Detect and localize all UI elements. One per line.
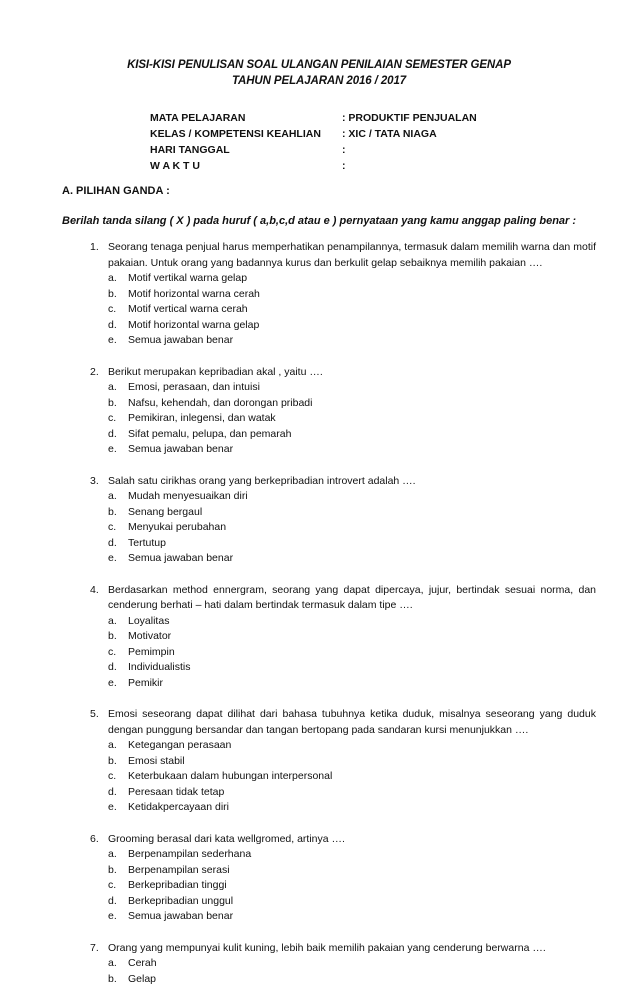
option-text: Mudah menyesuaikan diri (128, 490, 248, 502)
answer-option (108, 551, 596, 567)
question-text: Salah satu cirikhas orang yang berkepribadian introvert adalah …. (108, 474, 416, 487)
option-letter: b. (108, 630, 117, 642)
question-item (90, 240, 596, 349)
answer-option (108, 287, 596, 303)
option-letter: b. (108, 972, 117, 985)
meta-label: W A K T U (150, 160, 200, 172)
document-subtitle: TAHUN PELAJARAN 2016 / 2017 (231, 75, 407, 87)
option-text: Keterbukaan dalam hubungan interpersonal (128, 770, 333, 782)
option-text: Ketegangan perasaan (128, 739, 232, 751)
option-letter: e. (108, 443, 117, 455)
option-text: Semua jawaban benar (128, 910, 234, 922)
option-letter: b. (108, 287, 117, 300)
option-text: Semua jawaban benar (128, 334, 234, 346)
option-letter: b. (108, 863, 117, 876)
answer-option (108, 333, 596, 349)
question-number: 2. (90, 365, 99, 378)
option-text: Pemikiran, inlegensi, dan watak (128, 412, 276, 424)
answer-option (108, 302, 596, 318)
answer-options (108, 738, 596, 816)
option-text: Motif vertical warna cerah (128, 303, 248, 315)
option-letter: c. (108, 645, 117, 658)
option-letter: a. (108, 490, 117, 502)
option-letter: c. (108, 303, 117, 315)
meta-label: MATA PELAJARAN (150, 112, 246, 124)
option-letter: e. (108, 910, 117, 922)
option-text: Nafsu, kehendah, dan dorongan pribadi (128, 396, 313, 409)
meta-row-subject (150, 111, 590, 126)
question-text: Emosi seseorang dapat dilihat dari bahasa tubuhnya ketika duduk, misalnya seseorang yang duduk dengan punggung bersandar dan tangan bertopang pada sandaran kursi menunjukkan …. (108, 708, 596, 736)
answer-option (108, 427, 596, 443)
question-item (90, 707, 596, 816)
option-letter: a. (108, 272, 117, 284)
question-text: Grooming berasal dari kata wellgromed, artinya …. (108, 832, 345, 845)
option-letter: a. (108, 957, 117, 969)
option-letter: d. (108, 894, 117, 907)
question-number: 5. (90, 708, 99, 720)
option-letter: d. (108, 785, 117, 798)
option-text: Semua jawaban benar (128, 552, 234, 564)
answer-option (108, 318, 596, 334)
option-text: Peresaan tidak tetap (128, 785, 225, 798)
answer-option (108, 800, 596, 816)
answer-options (108, 489, 596, 567)
instruction-text: Berilah tanda silang ( X ) pada huruf ( a,b,c,d atau e ) pernyataan yang kamu anggap paling benar : (62, 215, 577, 227)
option-text: Tertutup (128, 536, 166, 549)
option-text: Menyukai perubahan (128, 521, 227, 533)
option-text: Sifat pemalu, pelupa, dan pemarah (128, 427, 292, 440)
option-text: Cerah (128, 957, 157, 969)
question-text: Berdasarkan method ennergram, seorang yang dapat dipercaya, jujur, bertindak sesuai norma, dan cenderung berhati – hati dalam bertindak termasuk dalam tipe …. (108, 583, 596, 611)
option-letter: e. (108, 801, 117, 813)
option-letter: d. (108, 661, 117, 673)
question-number: 4. (90, 583, 99, 596)
option-text: Emosi stabil (128, 754, 185, 767)
option-letter: b. (108, 505, 117, 518)
meta-value: : (342, 144, 346, 156)
answer-option (108, 380, 596, 396)
answer-option (108, 785, 596, 801)
meta-label: KELAS / KOMPETENSI KEAHLIAN (150, 128, 321, 140)
question-number: 6. (90, 832, 99, 845)
answer-option (108, 396, 596, 412)
question-item (90, 941, 596, 988)
option-text: Berkepribadian tinggi (128, 879, 227, 891)
answer-option (108, 271, 596, 287)
option-letter: e. (108, 552, 117, 564)
option-text: Motivator (128, 630, 172, 642)
answer-option (108, 956, 596, 972)
answer-option (108, 614, 596, 630)
option-text: Berpenampilan sederhana (128, 848, 252, 860)
answer-options (108, 847, 596, 925)
question-number: 3. (90, 474, 99, 487)
answer-options (108, 380, 596, 458)
section-heading: A. PILIHAN GANDA : (62, 185, 170, 197)
meta-label: HARI TANGGAL (150, 144, 230, 156)
answer-option (108, 505, 596, 521)
meta-value: : PRODUKTIF PENJUALAN (342, 112, 477, 124)
answer-option (108, 676, 596, 692)
meta-row-time (150, 159, 590, 174)
option-letter: d. (108, 427, 117, 440)
option-text: Senang bergaul (128, 505, 203, 518)
question-text: Seorang tenaga penjual harus memperhatikan penampilannya, termasuk dalam memilih warna dan motif pakaian. Untuk orang yang badannya kurus dan berkulit gelap sebaiknya memilih pakaian …. (108, 241, 596, 269)
answer-option (108, 645, 596, 661)
option-text: Semua jawaban benar (128, 443, 234, 455)
option-text: Gelap (128, 972, 157, 985)
meta-row-class (150, 127, 590, 142)
option-letter: a. (108, 381, 117, 393)
option-text: Emosi, perasaan, dan intuisi (128, 381, 260, 393)
question-number: 1. (90, 241, 99, 253)
answer-options (108, 956, 596, 987)
answer-option (108, 411, 596, 427)
answer-option (108, 629, 596, 645)
question-item (90, 474, 596, 567)
answer-option (108, 489, 596, 505)
answer-option (108, 769, 596, 785)
option-letter: d. (108, 536, 117, 549)
option-letter: c. (108, 412, 117, 424)
option-letter: a. (108, 614, 117, 627)
option-text: Motif vertikal warna gelap (128, 272, 248, 284)
option-text: Pemikir (128, 676, 164, 689)
document-title: KISI-KISI PENULISAN SOAL ULANGAN PENILAIAN SEMESTER GENAP (127, 59, 511, 71)
question-number: 7. (90, 941, 99, 954)
option-text: Berkepribadian unggul (128, 894, 234, 907)
option-text: Individualistis (128, 661, 191, 673)
meta-value: : (342, 160, 346, 172)
answer-option (108, 754, 596, 770)
option-text: Ketidakpercayaan diri (128, 801, 229, 813)
answer-option (108, 442, 596, 458)
option-letter: e. (108, 334, 117, 346)
option-letter: c. (108, 521, 117, 533)
option-text: Pemimpin (128, 645, 175, 658)
option-letter: e. (108, 676, 117, 689)
meta-row-date (150, 143, 590, 158)
option-text: Motif horizontal warna cerah (128, 287, 260, 300)
question-text: Berikut merupakan kepribadian akal , yaitu …. (108, 365, 323, 378)
option-text: Motif horizontal warna gelap (128, 318, 260, 331)
answer-option (108, 536, 596, 552)
option-letter: b. (108, 396, 117, 409)
question-text: Orang yang mempunyai kulit kuning, lebih baik memilih pakaian yang cenderung berwarna …. (108, 941, 546, 954)
question-item (90, 832, 596, 925)
answer-option (108, 972, 596, 988)
option-letter: d. (108, 318, 117, 331)
answer-option (108, 738, 596, 754)
answer-option (108, 847, 596, 863)
question-list (90, 240, 596, 1003)
answer-options (108, 271, 596, 349)
option-letter: a. (108, 848, 117, 860)
answer-options (108, 614, 596, 692)
answer-option (108, 909, 596, 925)
answer-option (108, 878, 596, 894)
answer-option (108, 894, 596, 910)
answer-option (108, 863, 596, 879)
option-letter: c. (108, 770, 117, 782)
question-item (90, 365, 596, 458)
option-letter: a. (108, 739, 117, 751)
option-letter: c. (108, 879, 117, 891)
option-text: Loyalitas (128, 614, 170, 627)
meta-value: : XIC / TATA NIAGA (342, 128, 437, 140)
option-text: Berpenampilan serasi (128, 863, 230, 876)
answer-option (108, 520, 596, 536)
answer-option (108, 660, 596, 676)
question-item (90, 583, 596, 692)
option-letter: b. (108, 754, 117, 767)
